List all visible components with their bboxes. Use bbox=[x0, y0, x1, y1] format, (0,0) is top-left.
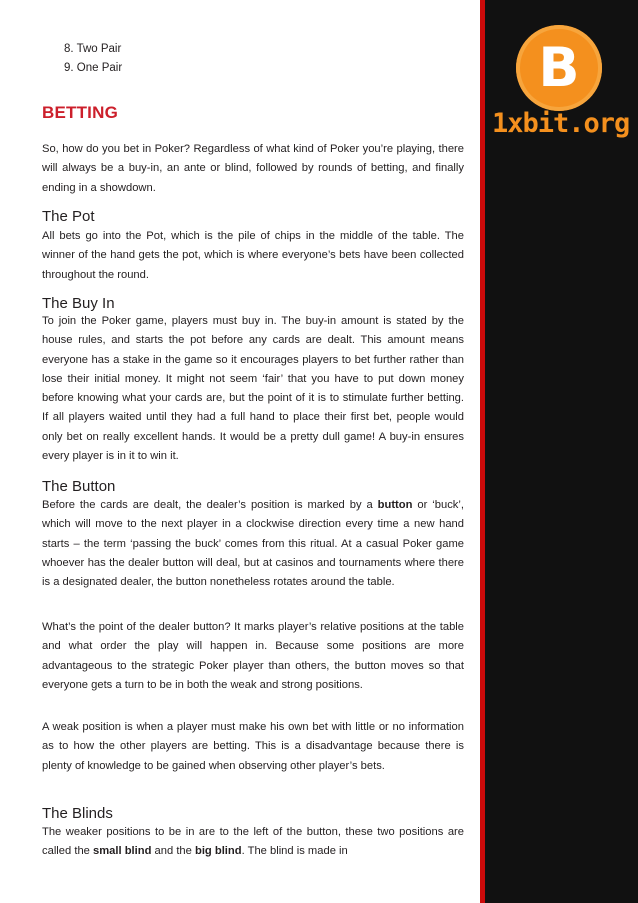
blinds-text-mid: and the bbox=[151, 845, 195, 858]
section-heading-betting: BETTING bbox=[42, 103, 119, 122]
betting-intro: So, how do you bet in Poker? Regardless of what kind of Poker you’re playing, there will always be a buy-in, an ante or blind, followed by rounds of betting, and finally ending in a showdown. bbox=[42, 143, 464, 194]
heading-the-button: The Button bbox=[42, 478, 116, 495]
brand-logo[interactable] bbox=[490, 20, 630, 140]
small-blind-term: small blind bbox=[93, 845, 152, 858]
list-item: 8. Two Pair bbox=[64, 43, 122, 55]
button-term: button bbox=[377, 499, 413, 511]
button-paragraph-2: What’s the point of the dealer button? It marks player’s relative positions at the table and what order the play will happen in. Because some positions are more advantageous to the strategic Poker player than others, the button moves so that everyone gets a turn to be in both the weak and strong positions. bbox=[42, 621, 464, 691]
pot-paragraph: All bets go into the Pot, which is the pile of chips in the middle of the table. The winner of the hand gets the pot, which is where everyone’s bets have been collected throughout the round. bbox=[42, 230, 464, 281]
bitcoin-icon bbox=[516, 25, 602, 111]
big-blind-term: big blind bbox=[194, 845, 242, 858]
sidebar-accent-stripe bbox=[480, 0, 485, 903]
hand-ranking-list bbox=[64, 40, 122, 78]
list-item: 9. One Pair bbox=[64, 62, 123, 74]
blinds-paragraph bbox=[42, 823, 464, 862]
button-paragraph-1 bbox=[42, 496, 464, 592]
button-p1-text-end: or ‘buck’, which will move to the next player in a clockwise direction every time a new hand starts – the term ‘passing the buck’ comes from this ritual. At a casual Poker game whoever has the dealer button will deal, but at casinos and tournaments where there is a designated dealer, the button nonetheless rotates around the table. bbox=[42, 499, 464, 589]
brand-name: 1xbit.org bbox=[492, 108, 630, 139]
buyin-paragraph: To join the Poker game, players must buy in. The buy-in amount is stated by the house rules, and starts the pot before any cards are dealt. This amount means everyone has a stake in the game so it encourages players to bet further rather than lose their initial money. It might not seem ‘fair’ that you have to put down money before knowing what your cards are, but the point of it is to stimulate further betting. If all players waited until they had a full hand to place their first bet, people would only bet on really excellent hands. It would be a pretty dull game! A buy-in ensures every player is in it to win it. bbox=[42, 315, 464, 463]
bitcoin-symbol: B bbox=[538, 36, 580, 99]
blinds-text: The weaker positions to be in are to the left of the button, these two positions are called the bbox=[42, 826, 464, 858]
heading-the-pot: The Pot bbox=[42, 208, 95, 225]
blinds-text-end: . The blind is made in bbox=[241, 845, 348, 858]
button-paragraph-3: A weak position is when a player must make his own bet with little or no information as to how the other players are betting. This is a disadvantage because there is plenty of knowledge to be gained when observing other player’s bets. bbox=[42, 721, 464, 772]
button-p1-text: Before the cards are dealt, the dealer’s position is marked by a bbox=[42, 499, 378, 511]
heading-the-blinds: The Blinds bbox=[42, 805, 113, 822]
heading-the-buy-in: The Buy In bbox=[42, 295, 115, 312]
